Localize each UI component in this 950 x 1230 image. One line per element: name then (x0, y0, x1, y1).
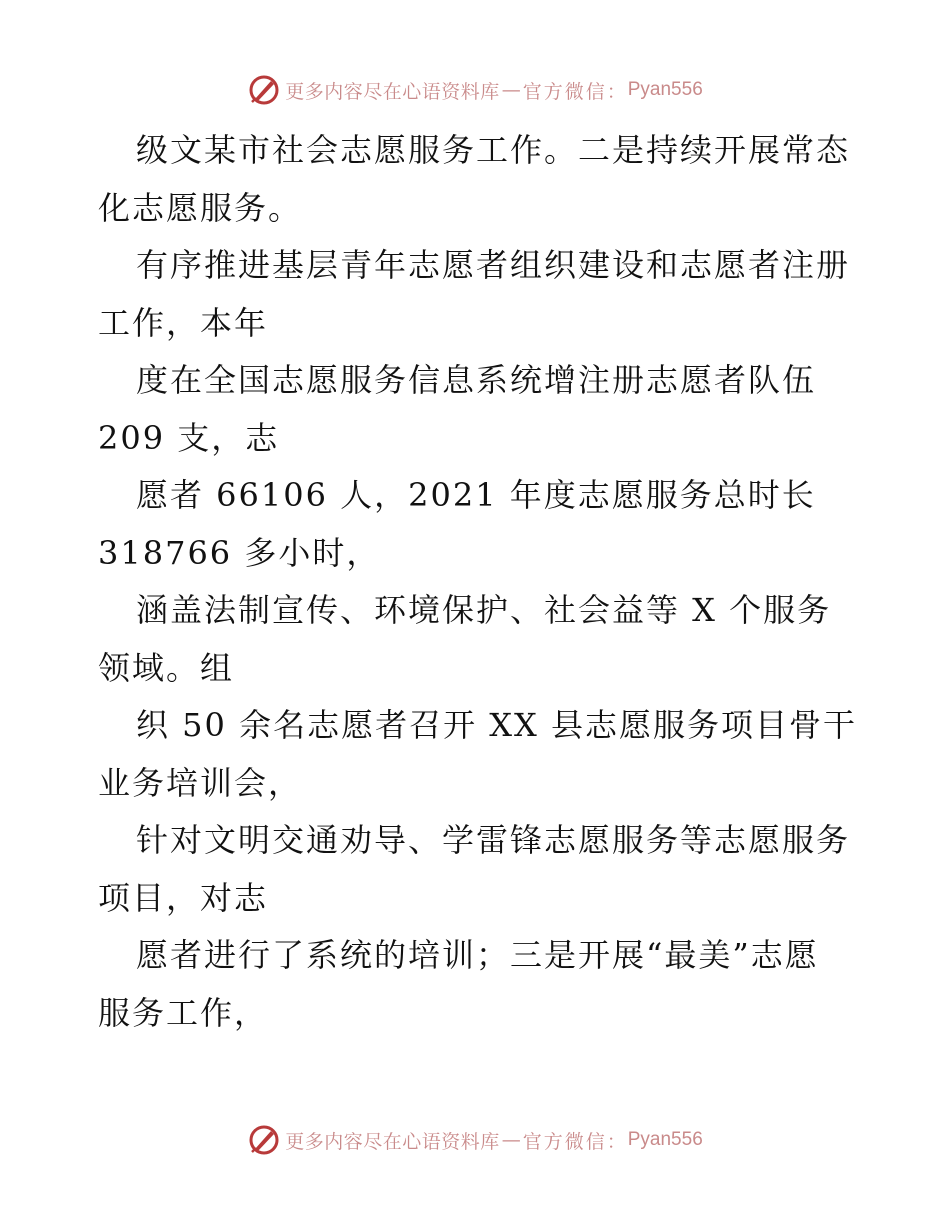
quill-logo-icon (247, 1123, 281, 1157)
body-line: 项目，对志 (98, 878, 269, 917)
quill-logo-icon (247, 73, 281, 107)
body-line: 209 支，志 (98, 418, 280, 457)
body-line: 愿者进行了系统的培训；三是开展“最美”志愿 (136, 936, 819, 974)
body-line: 织 50 余名志愿者召开 XX 县志愿服务项目骨干 (136, 706, 857, 744)
body-line: 化志愿服务。 (98, 188, 303, 227)
watermark-text: 更多内容尽在心语资料库 (285, 1130, 500, 1153)
wechat-label: 官方微信： (522, 1130, 628, 1153)
body-line: 有序推进基层青年志愿者组织建设和志愿者注册 (136, 246, 851, 284)
body-line: 度在全国志愿服务信息系统增注册志愿者队伍 (136, 361, 817, 399)
body-line: 愿者 66106 人，2021 年度志愿服务总时长 (136, 476, 816, 514)
body-line: 针对文明交通劝导、学雷锋志愿服务等志愿服务 (136, 821, 851, 859)
footer-watermark (0, 1120, 950, 1160)
body-line: 领域。组 (98, 648, 235, 687)
wechat-label: 官方微信： (522, 80, 628, 103)
watermark-dash: — (501, 1129, 521, 1151)
body-line: 工作，本年 (98, 303, 269, 342)
body-line: 服务工作， (98, 993, 269, 1032)
watermark-text: 更多内容尽在心语资料库 (285, 80, 500, 103)
body-line: 318766 多小时， (98, 533, 381, 572)
body-line: 业务培训会， (98, 763, 303, 802)
document-body (98, 122, 858, 1042)
header-watermark (0, 70, 950, 110)
body-line: 级文某市社会志愿服务工作。二是持续开展常态 (136, 131, 851, 169)
wechat-account: Pyan556 (627, 1129, 703, 1150)
wechat-account: Pyan556 (627, 79, 703, 100)
watermark-dash: — (501, 79, 521, 101)
body-line: 涵盖法制宣传、环境保护、社会益等 X 个服务 (136, 591, 832, 629)
